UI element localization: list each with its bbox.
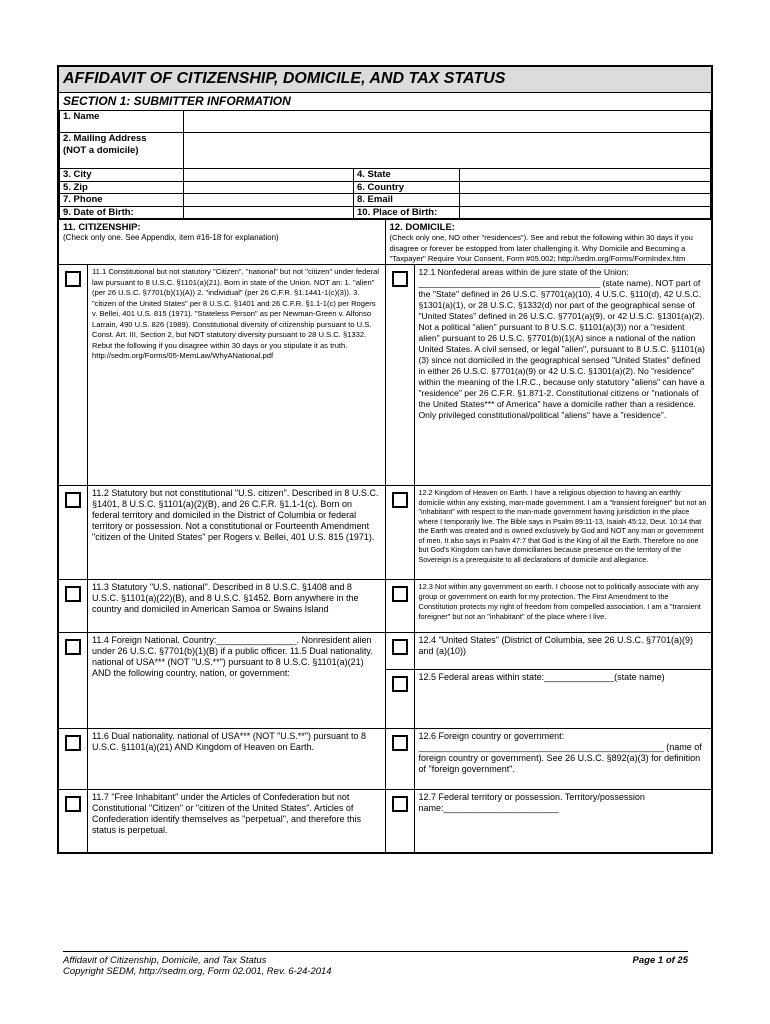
phone-label: 7. Phone bbox=[60, 194, 184, 207]
domicile-option-cell bbox=[385, 729, 712, 789]
citizenship-option-cell bbox=[59, 265, 385, 485]
state-label: 4. State bbox=[354, 169, 460, 182]
domicile-option-cell bbox=[385, 580, 712, 632]
citizenship-option-cell bbox=[59, 580, 385, 632]
dob-label: 9. Date of Birth: bbox=[60, 206, 184, 219]
name-field[interactable] bbox=[184, 111, 711, 133]
country-label: 6. Country bbox=[354, 181, 460, 194]
domicile-heading: 12. DOMICILE: bbox=[389, 222, 455, 233]
citizenship-11-7-checkbox[interactable] bbox=[59, 790, 87, 852]
checkbox-square bbox=[392, 492, 408, 508]
citizenship-11-3-checkbox[interactable] bbox=[59, 580, 87, 632]
citizenship-11-4-checkbox[interactable] bbox=[59, 633, 87, 728]
mailing-label-line2: (NOT a domicile) bbox=[63, 144, 139, 156]
domicile-12-4-text: 12.4 "United States" (District of Columbia, see 26 U.S.C. §7701(a)(9) and (a)(10)) bbox=[414, 633, 712, 669]
domicile-12-4-checkbox[interactable] bbox=[386, 633, 414, 669]
status-headings bbox=[59, 219, 711, 264]
citizenship-heading: 11. CITIZENSHIP: bbox=[63, 222, 141, 233]
checkbox-square bbox=[392, 639, 408, 655]
footer-copyright: Copyright SEDM, http://sedm.org, Form 02.001, Rev. 6-24-2014 bbox=[63, 966, 332, 977]
citizenship-11-6-text: 11.6 Dual nationality. national of USA*** (NOT "U.S.**") pursuant to 8 U.S.C. §1101(a)(21) AND Kingdom of Heaven on Earth. bbox=[87, 729, 385, 789]
domicile-12-4-row bbox=[386, 633, 712, 670]
domicile-option-cell bbox=[385, 633, 712, 728]
page-number: Page 1 of 25 bbox=[632, 955, 688, 966]
submitter-fields bbox=[57, 110, 713, 219]
citizenship-11-7-text: 11.7 "Free Inhabitant" under the Articles of Confederation but not Constitutional "Citizen" or "citizen of the United States". Articles of Confederation identify themselves as "perpetual", and therefore this status is perpetual. bbox=[87, 790, 385, 852]
domicile-12-3-text: 12.3 Not within any government on earth. I choose not to politically associate with any group or government on earth for my protection. The First Amendment to the Constitution protects my right of freedom from compelled association. I am a "transient foreigner" but not an "inhabitant" of the place where I live. bbox=[414, 580, 712, 632]
domicile-12-3-checkbox[interactable] bbox=[386, 580, 414, 632]
status-row-3 bbox=[59, 579, 711, 632]
domicile-12-1-text: 12.1 Nonfederal areas within de jure state of the Union: ______________________________________ (state name). NOT part of the "State" defined in 26 U.S.C. §7701(a)(10), 4 U.S.C. §110(d), 42 U.S.C. §1301(a)(1), or 28 U.S.C. §1332(d) nor part of the geographical sense of "United States" defined in 26 U.S.C. §7701(a)(9), or 42 U.S.C. §1301(a)(2). Not a political "alien" pursuant to 8 U.S.C. §1101(a)(3)) nor a "resident alien" pursuant to 26 U.S.C. §7701(b)(1)(A) since a national of the nation United States. A civil sensed, or legal "alien", pursuant to 8 U.S.C. §1101(a)(3) since not domiciled in the geographical sensed "United States" defined in either 26 U.S.C. §7701(a)(9) or 42 U.S.C. §1301(a)(2). No "residence" within the meaning of the I.R.C., because only statutory "aliens" can have a "residence" per 26 C.F.R. §1.871-2. Constitutional citizens or "nationals of the United States*** of America" have a domicile rather than a residence. Only privileged constitutional/political "aliens" have a "residence". bbox=[414, 265, 712, 485]
checkbox-square bbox=[392, 796, 408, 812]
checkbox-square bbox=[392, 586, 408, 602]
citizenship-heading-cell bbox=[59, 220, 385, 264]
citizenship-option-cell bbox=[59, 633, 385, 728]
checkbox-square bbox=[392, 735, 408, 751]
country-field[interactable] bbox=[460, 181, 711, 194]
pob-label: 10. Place of Birth: bbox=[354, 206, 460, 219]
domicile-heading-cell bbox=[385, 220, 712, 264]
domicile-12-5-text: 12.5 Federal areas within state:______________(state name) bbox=[414, 670, 712, 728]
citizenship-option-cell bbox=[59, 729, 385, 789]
citizenship-option-cell bbox=[59, 790, 385, 852]
citizenship-11-1-text: 11.1 Constitutional but not statutory "Citizen". "national" but not "citizen" under federal law pursuant to 8 U.S.C. §1101(a)(21). Born in state of the Union. NOT an: 1. "alien" (per 26 U.S.C. §7701(b)(1)(A)) 2. "individual" (per 26 C.F.R. §1.1441-1(c)(3)). 3. "citizen of the United States" per 8 U.S.C. §1401 and 26 C.F.R. §1.1-1(c) per Rogers v. Bellei, 401 U.S. 815 (1971). "Stateless Person" as per Newman-Green v. Alfonso Larrain, 490 U.S. 826 (1989). Constitutional diversity of citizenship pursuant to U.S. Const. Art. III, Section 2, but NOT statutory diversity pursuant to 28 U.S.C. §1332. Rebut the following if you disagree within 30 days or you stipulate it as truth. http://sedm.org/Forms/05-MemLaw/WhyANational.pdf bbox=[87, 265, 385, 485]
state-field[interactable] bbox=[460, 169, 711, 182]
email-field[interactable] bbox=[460, 194, 711, 207]
domicile-12-7-checkbox[interactable] bbox=[386, 790, 414, 852]
citizenship-option-cell bbox=[59, 486, 385, 579]
status-row-6 bbox=[59, 789, 711, 852]
city-label: 3. City bbox=[60, 169, 184, 182]
form-title: AFFIDAVIT OF CITIZENSHIP, DOMICILE, AND TAX STATUS bbox=[57, 65, 713, 92]
domicile-12-2-checkbox[interactable] bbox=[386, 486, 414, 579]
citizenship-11-2-text: 11.2 Statutory but not constitutional "U.S. citizen". Described in 8 U.S.C. §1401, 8 U.S.C. §1101(a)(2)(B), and 26 C.F.R. §1.1-1(c). Born on federal territory and domiciled in the District of Columbia or federal territory or possession. Not a constitutional or Fourteenth Amendment "citizen of the United States" per Rogers v. Bellei, 401 U.S. 815 (1971). bbox=[87, 486, 385, 579]
domicile-option-cell bbox=[385, 486, 712, 579]
citizenship-11-6-checkbox[interactable] bbox=[59, 729, 87, 789]
domicile-12-6-checkbox[interactable] bbox=[386, 729, 414, 789]
mailing-address-label bbox=[60, 133, 184, 169]
domicile-12-6-text: 12.6 Foreign country or government: _________________________________________________ (name of foreign country or government). See 26 U.S.C. §892(a)(3) for definition of "foreign government". bbox=[414, 729, 712, 789]
domicile-option-cell bbox=[385, 790, 712, 852]
checkbox-square bbox=[65, 735, 81, 751]
domicile-option-cell bbox=[385, 265, 712, 485]
status-row-2 bbox=[59, 485, 711, 579]
citizenship-instructions: (Check only one. See Appendix, item #16-18 for explanation) bbox=[63, 233, 279, 242]
affidavit-form bbox=[57, 65, 713, 854]
domicile-instructions: (Check only one, NO other "residences"). See and rebut the following within 30 days if you disagree or forever be estopped from later challenging it. Why Domicile and Becoming a "Taxpayer" Require Your Consent, Form #05.002; http://sedm.org/Forms/FormIndex.htm bbox=[389, 233, 693, 263]
zip-label: 5. Zip bbox=[60, 181, 184, 194]
status-row-1 bbox=[59, 264, 711, 485]
phone-field[interactable] bbox=[184, 194, 354, 207]
checkbox-square bbox=[392, 271, 408, 287]
citizenship-11-3-text: 11.3 Statutory "U.S. national". Described in 8 U.S.C. §1408 and 8 U.S.C. §1101(a)(22)(B), and 8 U.S.C. §1452. Born anywhere in the country and domiciled in American Samoa or Swains Island bbox=[87, 580, 385, 632]
checkbox-square bbox=[65, 271, 81, 287]
status-row-5 bbox=[59, 728, 711, 789]
checkbox-square bbox=[392, 676, 408, 692]
name-label: 1. Name bbox=[60, 111, 184, 133]
checkbox-square bbox=[65, 796, 81, 812]
domicile-12-5-checkbox[interactable] bbox=[386, 670, 414, 728]
pob-field[interactable] bbox=[460, 206, 711, 219]
domicile-12-2-text: 12.2 Kingdom of Heaven on Earth. I have a religious objection to having an earthly domicile within any existing, man-made government. I am a "transient foreigner" but not an "inhabitant" with respect to the man-made government having jurisdiction in the place where I temporarily live. The Bible says in Psalm 89:11-13, Isaiah 45:12, Deut. 10:14 that the Earth was created and is owned exclusively by God and NOT any man or government of men. It also says in Psalm 47:7 that God is the King of all the Earth. Therefore no one but God's Kingdom can have domiciliaries because presence on the territory of the Sovereign is a prerequisite to all declarations of domicile and allegiance. bbox=[414, 486, 712, 579]
checkbox-square bbox=[65, 586, 81, 602]
citizenship-11-2-checkbox[interactable] bbox=[59, 486, 87, 579]
status-row-4 bbox=[59, 632, 711, 728]
checkbox-square bbox=[65, 492, 81, 508]
email-label: 8. Email bbox=[354, 194, 460, 207]
section-heading: SECTION 1: SUBMITTER INFORMATION bbox=[57, 92, 713, 110]
city-field[interactable] bbox=[184, 169, 354, 182]
mailing-label-line1: 2. Mailing Address bbox=[63, 133, 147, 144]
citizenship-11-1-checkbox[interactable] bbox=[59, 265, 87, 485]
dob-field[interactable] bbox=[184, 206, 354, 219]
domicile-12-7-text: 12.7 Federal territory or possession. Territory/possession name:_______________________ bbox=[414, 790, 712, 852]
footer-title: Affidavit of Citizenship, Domicile, and Tax Status bbox=[63, 955, 267, 966]
domicile-12-5-row bbox=[386, 670, 712, 728]
status-table bbox=[57, 219, 713, 854]
page-footer bbox=[63, 951, 688, 977]
citizenship-11-4-text: 11.4 Foreign National. Country:________________. Nonresident alien under 26 U.S.C. §7701(b)(1)(B) if a public officer. 11.5 Dual nationality. national of USA*** (NOT "U.S.**") pursuant to 8 U.S.C. §1101(a)(21) AND the following country, nation, or government: bbox=[87, 633, 385, 728]
mailing-address-field[interactable] bbox=[184, 133, 711, 169]
zip-field[interactable] bbox=[184, 181, 354, 194]
checkbox-square bbox=[65, 639, 81, 655]
domicile-12-1-checkbox[interactable] bbox=[386, 265, 414, 485]
